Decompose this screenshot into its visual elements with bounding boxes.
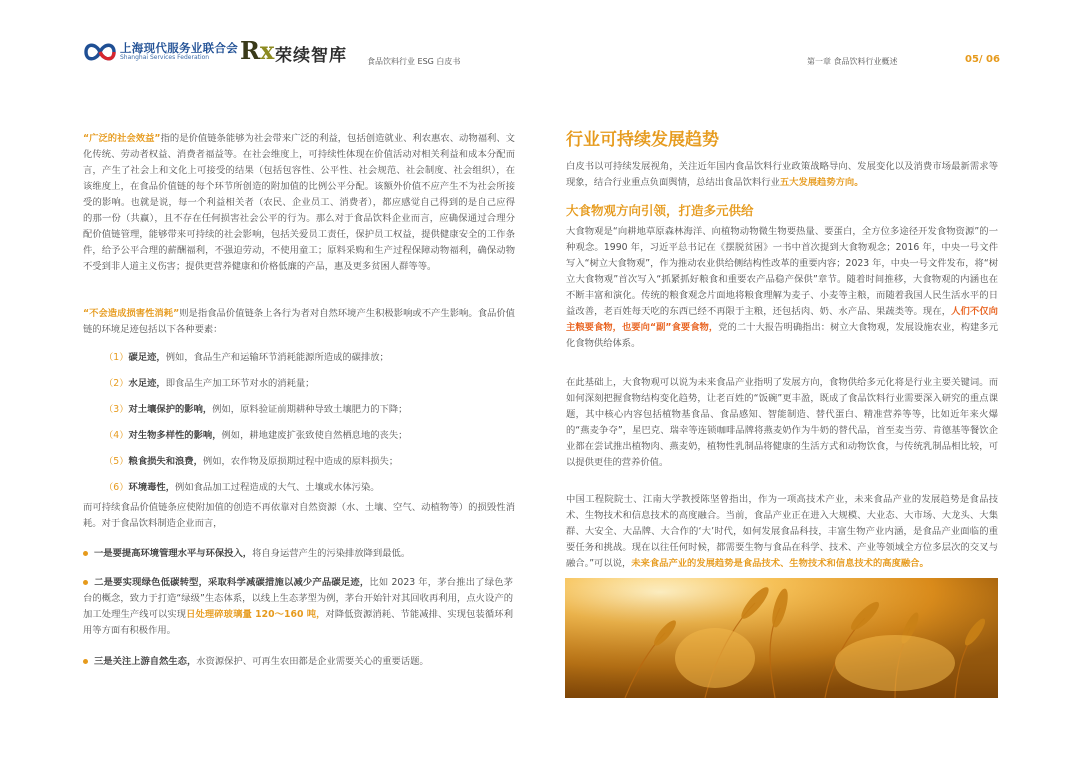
think-tank-name: 荣续智库 [275,46,347,66]
page-number: 05/ 06 [965,54,1000,65]
list-item: （3）对土壤保护的影响，例如，原料验证前期耕种导致土壤肥力的下降； [104,404,408,415]
list-item: （6）环境毒性，例如食品加工过程造成的大气、土壤或水体污染。 [104,482,380,493]
diversified-supply-paragraph: 在此基础上，大食物观可以说为未来食品产业指明了发展方向，食物供给多元化将是行业主要关键词。而如何深刻把握食物结构变化趋势，让老百姓的“饭碗”更丰盈，既成了食品饮料行业需要深入研究的重点课题，其中核心内容包括植物基食品、食品感知、智能制造、替代蛋白、精准营养等等，比如近年来火爆的“燕麦争夺”，星巴克、瑞幸等连锁咖啡品牌将燕麦奶作为牛奶的替代品，首至麦当劳、肯德基等餐饮企业都在尝试推出植物肉、燕麦奶，植物性乳制品将健康的生活方式和动物饮食，与传统乳制品相比较，可以提供更佳的营养价值。 [566,377,998,468]
big-food-paragraph: 大食物观是“向耕地草原森林海洋、向植物动物微生物要热量、要蛋白，全方位多途径开发食物资源”的一种观念。1990 年，习近平总书记在《摆脱贫困》一书中首次提到大食物观念；2016 年，中央一号文件写入“树立大食物观”，作为推动农业供给侧结构性改革的重要内容；2023 年，中央一号文件发布，将“树立大食物观”首次写入“抓紧抓好粮食和重要农产品稳产保供”章节。随着时间推移，大食物观的内涵也在不断丰富和演化。传统的粮食观念片面地将粮食理解为麦子、小麦等主粮，而随着我国人民生活水平的日益改善，老百姓每天吃的东西已经不再限于主粮，还包括肉、奶、水产品、果蔬类等。现在，人们不仅向主粮要食物，也要向“副”食要食物，党的二十大报告明确指出：树立大食物观，发展设施农业，构建多元化食物供给体系。 [566,226,998,349]
section-title: 行业可持续发展趋势 [566,130,719,150]
bullet-item: 一是要提高环境管理水平与环保投入，将自身运营产生的污染排放降到最低。 [83,546,513,562]
ssf-name-en: Shanghai Services Federation [120,54,210,61]
list-item: （1）碳足迹，例如，食品生产和运输环节消耗能源所造成的碳排放； [104,352,389,363]
intro-paragraph: 白皮书以可持续发展视角，关注近年国内食品饮料行业政策战略导向、发展变化以及消费市场最新需求等现象，结合行业重点负面舆情，总结出食品饮料行业五大发展趋势方向。 [566,161,998,188]
subsection-title: 大食物观方向引领，打造多元供给 [566,203,754,218]
ssf-name-cn: 上海现代服务业联合会 [120,41,238,55]
bullet-item: 三是关注上游自然生态，水资源保护、可再生农田都是企业需要关心的重要话题。 [83,654,513,670]
list-item: （2）水足迹，即食品生产加工环节对水的消耗量； [104,378,315,389]
no-harm-term: “不会造成损害性消耗” [83,308,180,319]
social-benefit-text: 指的是价值链条能够为社会带来广泛的利益，包括创造就业、利农惠农、动物福利、文化传统、劳动者权益、消费者福益等。在社会维度上，可持续性体现在价值活动对相关利益和成本分配而言，产生了社会上和文化上可接受的结果（包括包容性、公平性、社会规范、社会制度、社会组织），在该维度上，在食品价值链的每个环节所创造的附加值的比例公平分配。该额外价值不应产生不为社会所接受的影响。也就是说，每一个利益相关者（农民、企业员工、消费者），都应感觉自己得到的是自己应得的那一份（共赢），且不存在任何损害社会公平的行为。那么对于食品饮料企业而言，应确保通过合理分配价值链管理，能够带来可持续的社会影响，包括关爱员工责任，保护员工权益，提供健康安全的工作条件，给予公平合理的薪酬福利，不强迫劳动，不使用童工；原料采购和生产过程保障动物福利，确保动物不受到非人道主义伤害；提供更营养健康和价格低廉的产品，惠及更多贫困人群等等。 [83,133,515,272]
five-trends-highlight: 五大发展趋势方向。 [779,177,864,188]
bullet-dot-icon [83,659,88,664]
tech-fusion-paragraph: 中国工程院院士、江南大学教授陈坚曾指出，作为一项高技术产业，未来食品产业的发展趋势是食品技术、生物技术和信息技术的高度融合。当前，食品产业正在进入大规模、大业态、大市场、大龙头、大集群、大安全、大品牌、大合作的‘大’时代，如何发展食品科技，丰富生物产业内涵，是食品产业面临的重要任务和挑战。现在以往任何时候，都需要生物与食品在科学、技术、产业等领域全方位多层次的交叉与融合。”可以说，未来食品产业的发展趋势是食品技术、生物技术和信息技术的高度融合。 [566,494,998,569]
bullet-item: 二是要实现绿色低碳转型，采取科学减碳措施以减少产品碳足迹，比如 2023 年，茅台推出了绿色茅台的概念，致力于打造“绿级”生态体系，以线上生态茅型为例，茅台开始针对其回收再利用，点火设产的加工处理生产线可以实现日处理碎玻璃量 120～160 吨，对降低资源消耗、节能减排、实现包装循环利用等方面有积极作用。 [83,577,513,636]
list-item: （4）对生物多样性的影响，例如，耕地建废扩张致使自然栖息地的丧失； [104,430,408,441]
rx-think-tank-logo [240,38,360,66]
bullet-dot-icon [83,551,88,556]
chapter-title: 第一章 食品饮料行业概述 [807,57,898,66]
wheat-field-photo [565,578,998,698]
food-highlight: 人们不仅向主粮要食物，也要向“副”食要食物， [566,306,998,333]
value-chain-paragraph: 而可持续食品价值链条应使附加值的创造不再依靠对自然资源（水、土壤、空气、动植物等）的损毁性消耗。对于食品饮料制造企业而言， [83,502,515,529]
no-harm-text: 则是指食品价值链条上各行为者对自然环境产生积极影响或不产生影响。食品价值链的环境足迹包括以下各种要素： [83,308,515,335]
social-benefit-term: “广泛的社会效益” [83,133,161,144]
page-header [0,0,1080,80]
environment-paragraph [83,306,515,338]
ssf-logo [83,39,238,65]
fusion-highlight: 未来食品产业的发展趋势是食品技术、生物技术和信息技术的高度融合。 [631,558,929,569]
list-item: （5）粮食损失和浪费，例如，农作物及原损期过程中造成的原料损失； [104,456,399,467]
document-title: 食品饮料行业 ESG 白皮书 [367,57,461,66]
ssf-emblem-icon [83,39,117,65]
social-benefit-paragraph [83,131,515,275]
rx-mark: Rx [240,36,275,65]
bullet-dot-icon [83,580,88,585]
wheat-field-image [565,578,998,698]
